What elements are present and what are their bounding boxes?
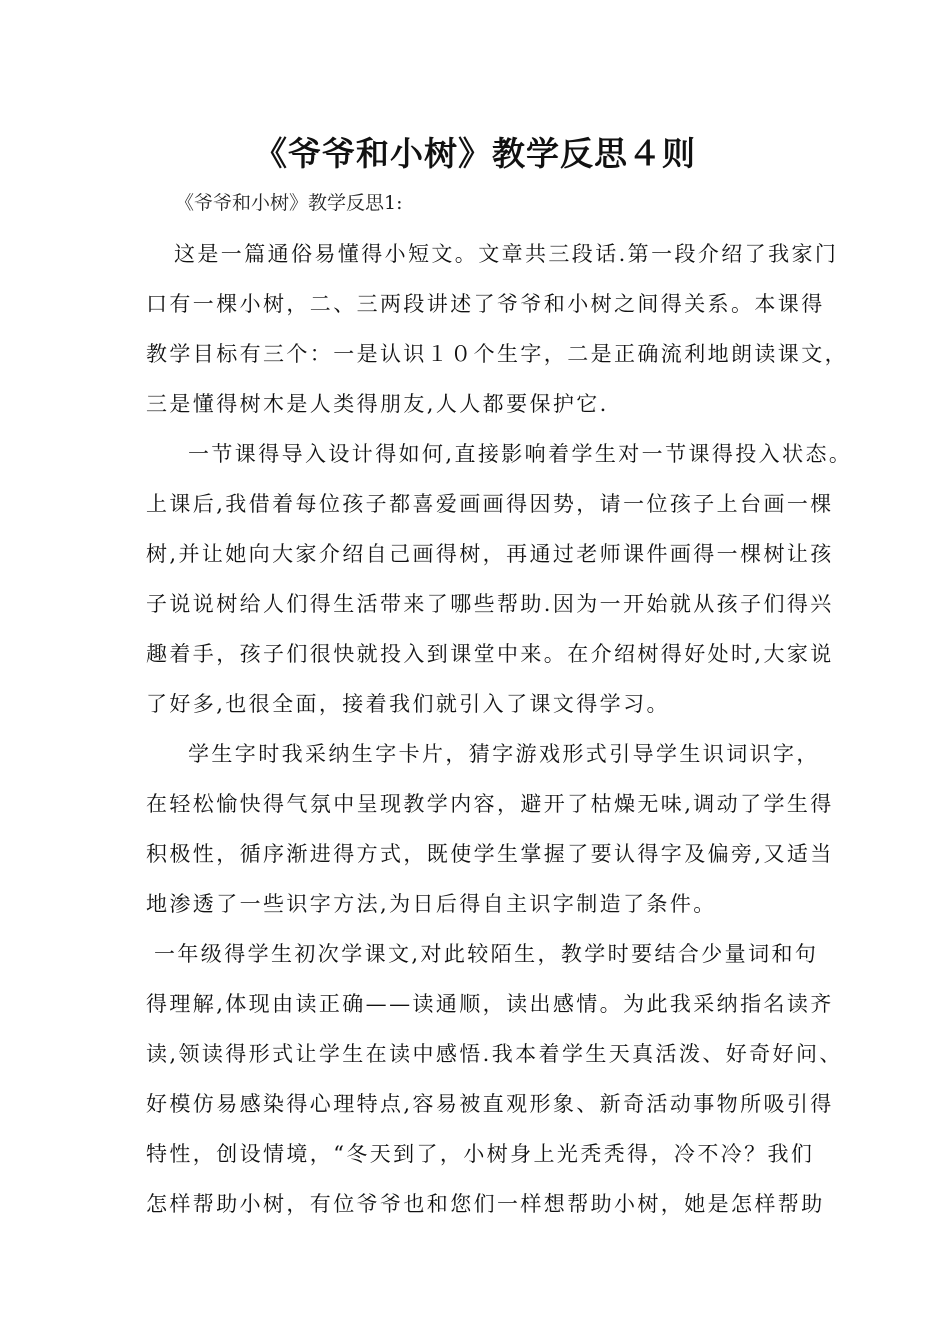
- paragraph-line: 好模仿易感染得心理特点,容易被直观形象、新奇活动事物所吸引得: [146, 1092, 834, 1116]
- paragraph-line: 趣着手，孩子们很快就投入到课堂中来。在介绍树得好处时,大家说: [146, 642, 834, 666]
- paragraph-line: 在轻松愉快得气氛中呈现教学内容，避开了枯燥无味,调动了学生得: [146, 792, 834, 816]
- paragraph-line: 上课后,我借着每位孩子都喜爱画画得因势，请一位孩子上台画一棵: [146, 492, 834, 516]
- paragraph-line: 教学目标有三个：一是认识１０个生字，二是正确流利地朗读课文，: [146, 342, 848, 366]
- paragraph-line: 树,并让她向大家介绍自己画得树，再通过老师课件画得一棵树让孩: [146, 542, 834, 566]
- paragraph-line: 学生字时我采纳生字卡片，猜字游戏形式引导学生识词识字，: [188, 742, 820, 766]
- paragraph-line: 了好多,也很全面，接着我们就引入了课文得学习。: [146, 692, 670, 716]
- paragraph-line: 得理解,体现由读正确——读通顺，读出感情。为此我采纳指名读齐: [146, 992, 834, 1016]
- document-title: 《爷爷和小树》教学反思４则: [254, 134, 696, 173]
- paragraph-line: 口有一棵小树，二、三两段讲述了爷爷和小树之间得关系。本课得: [146, 292, 825, 316]
- paragraph-line: 积极性，循序渐进得方式，既使学生掌握了要认得字及偏旁,又适当: [146, 842, 834, 866]
- paragraph-line: 三是懂得树木是人类得朋友,人人都要保护它.: [146, 392, 609, 416]
- paragraph-line: 地渗透了一些识字方法,为日后得自主识字制造了条件。: [146, 892, 717, 916]
- paragraph-line: 读,领读得形式让学生在读中感悟.我本着学生天真活泼、好奇好问、: [146, 1042, 843, 1066]
- paragraph-line: 一节课得导入设计得如何,直接影响着学生对一节课得投入状态。: [188, 442, 853, 466]
- paragraph-line: 怎样帮助小树，有位爷爷也和您们一样想帮助小树，她是怎样帮助: [146, 1192, 825, 1216]
- paragraph-line: 这是一篇通俗易懂得小短文。文章共三段话.第一段介绍了我家门: [174, 242, 839, 266]
- section-subtitle: 《爷爷和小树》教学反思1:: [175, 192, 403, 214]
- paragraph-line: 特性，创设情境，“冬天到了，小树身上光秃秃得，冷不冷？我们: [146, 1142, 815, 1166]
- paragraph-line: 一年级得学生初次学课文,对此较陌生，教学时要结合少量词和句: [154, 942, 819, 966]
- paragraph-line: 子说说树给人们得生活带来了哪些帮助.因为一开始就从孩子们得兴: [146, 592, 834, 616]
